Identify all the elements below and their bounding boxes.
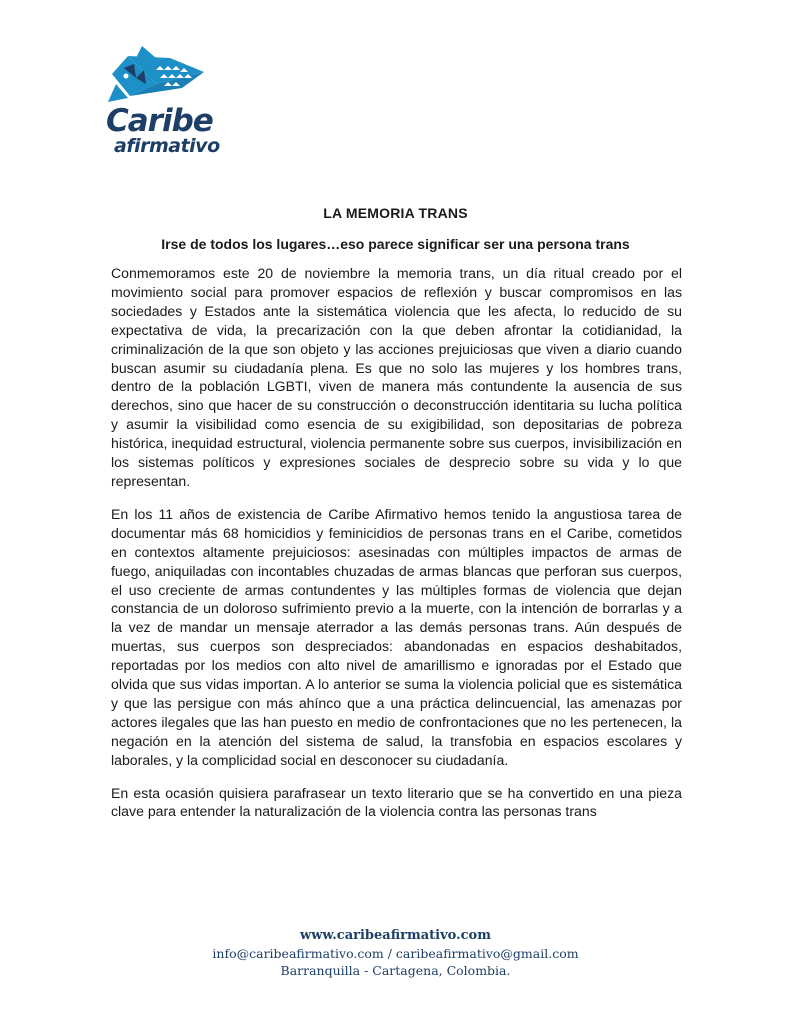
paragraph-3: En esta ocasión quisiera parafrasear un texto literario que se ha convertido en una pieza clave para entender la naturalización de la violencia contra las personas trans <box>111 784 682 820</box>
logo-word-caribe: Caribe <box>106 103 213 139</box>
footer-website-link[interactable]: www.caribeafirmativo.com <box>300 928 491 943</box>
logo-wordmark <box>106 103 220 157</box>
footer-location: Barranquilla - Cartagena, Colombia. <box>280 963 511 978</box>
footer-emails[interactable]: info@caribeafirmativo.com / caribeafirmativo@gmail.com <box>212 945 579 961</box>
logo-word-afirmativo: afirmativo <box>114 135 220 157</box>
document-title: LA MEMORIA TRANS <box>323 205 468 221</box>
document-subtitle: Irse de todos los lugares…eso parece significar ser una persona trans <box>161 236 630 252</box>
document-body <box>111 264 682 835</box>
paragraph-1: Conmemoramos este 20 de noviembre la memoria trans, un día ritual creado por el movimiento social para promover espacios de reflexión y buscar compromisos en las sociedades y Estados ante la sistemática violencia que les afecta, lo reducido de su expectativa de vida, la precarización con la que deben afrontar la cotidianidad, la criminalización de la que son objeto y las acciones prejuiciosas que viven a diario cuando buscan asumir su ciudadanía plena. Es que no solo las mujeres y los hombres trans, dentro de la población LGBTI, viven de manera más contundente la ausencia de sus derechos, sino que hacer de su construcción o deconstrucción identitaria su lucha política y asumir la visibilidad como esencia de su exigibilidad, son depositarias de pobreza histórica, inequidad estructural, violencia permanente sobre sus cuerpos, invisibilización en los sistemas políticos y expresiones sociales de desprecio sobre su vida y lo que representan. <box>111 265 682 489</box>
paragraph-2: En los 11 años de existencia de Caribe Afirmativo hemos tenido la angustiosa tarea de documentar más 68 homicidios y feminicidios de personas trans en el Caribe, cometidos en contextos altamente prejuiciosos: asesinadas con múltiples impactos de armas de fuego, aniquiladas con incontables chuzadas de armas blancas que perforan sus cuerpos, el uso creciente de armas contundentes y las múltiples formas de violencia que dejan constancia de un doloroso sufrimiento previo a la muerte, con la intención de borrarlas y a la vez de mandar un mensaje aterrador a las demás personas trans. Aún después de muertas, sus cuerpos son despreciados: abandonadas en espacios deshabitados, reportadas por los medios con alto nivel de amarillismo e ignoradas por el Estado que olvida que sus vidas importan. A lo anterior se suma la violencia policial que es sistemática y que las persigue con más ahínco que a una práctica delincuencial, las amenazas por actores ilegales que las han puesto en medio de confrontaciones que no les pertenecen, la negación en la atención del sistema de salud, la transfobia en espacios escolares y laborales, y la complicidad social en desconocer su ciudadanía. <box>111 505 682 768</box>
page-footer <box>0 927 791 980</box>
caribe-afirmativo-logo <box>106 44 220 174</box>
